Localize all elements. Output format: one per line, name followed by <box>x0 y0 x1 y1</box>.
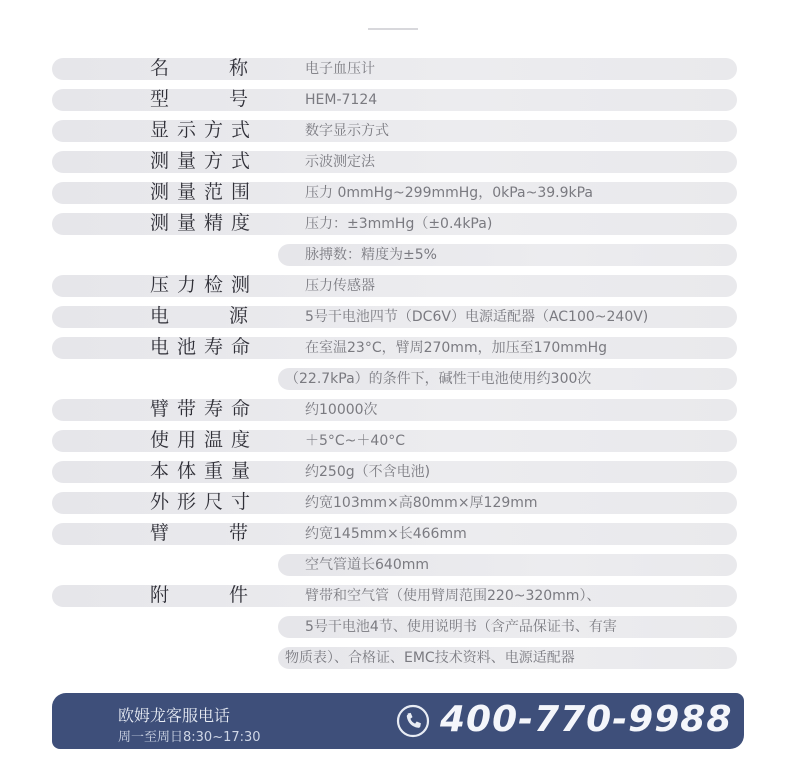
spec-value: 空气管道长640mm <box>305 557 429 573</box>
top-divider <box>368 28 418 30</box>
service-hours: 周一至周日8:30~17:30 <box>118 730 261 745</box>
spec-value: 约宽145mm×长466mm <box>305 526 467 542</box>
spec-label: 臂 带 <box>150 522 248 544</box>
phone-icon <box>396 704 430 738</box>
spec-value: 臂带和空气管（使用臂周范围220~320mm）、 <box>305 588 601 604</box>
spec-value: 物质表）、合格证、EMC技术资料、电源适配器 <box>285 650 575 666</box>
spec-label: 本 体 重 量 <box>150 460 250 482</box>
spec-value: 脉搏数：精度为±5% <box>305 247 437 263</box>
spec-value: 5号干电池四节（DC6V）电源适配器（AC100~240V) <box>305 309 649 325</box>
spec-label: 外 形 尺 寸 <box>150 491 250 513</box>
spec-label: 电 池 寿 命 <box>150 336 250 358</box>
spec-value: 约250g（不含电池) <box>305 464 431 480</box>
spec-value: 压力 0mmHg~299mmHg，0kPa~39.9kPa <box>305 185 593 201</box>
spec-label: 显 示 方 式 <box>150 119 250 141</box>
customer-service-banner <box>52 693 744 749</box>
spec-value: 约宽103mm×高80mm×厚129mm <box>305 495 538 511</box>
service-title: 欧姆龙客服电话 <box>118 706 231 725</box>
spec-value: 约10000次 <box>305 402 378 418</box>
spec-value: （22.7kPa）的条件下，碱性干电池使用约300次 <box>285 371 592 387</box>
spec-value: 压力传感器 <box>305 278 375 294</box>
spec-label: 型 号 <box>150 88 248 110</box>
spec-label: 附 件 <box>150 584 248 606</box>
spec-value: 示波测定法 <box>305 154 375 170</box>
spec-value: ＋5°C~＋40°C <box>305 433 406 449</box>
service-phone-number[interactable]: 400-770-9988 <box>440 699 733 740</box>
spec-value: 压力：±3mmHg（±0.4kPa) <box>305 216 493 232</box>
spec-value: 在室温23°C，臂周270mm，加压至170mmHg <box>305 340 607 356</box>
spec-value: 数字显示方式 <box>305 123 389 139</box>
spec-label: 使 用 温 度 <box>150 429 250 451</box>
spec-label: 电 源 <box>150 305 248 327</box>
spec-value: 电子血压计 <box>305 61 375 77</box>
spec-label: 测 量 精 度 <box>150 212 250 234</box>
spec-label: 臂 带 寿 命 <box>150 398 250 420</box>
spec-label: 压 力 检 测 <box>150 274 250 296</box>
spec-label: 测 量 方 式 <box>150 150 250 172</box>
spec-value: 5号干电池4节、使用说明书（含产品保证书、有害 <box>305 619 617 635</box>
spec-value: HEM-7124 <box>305 92 378 108</box>
spec-label: 测 量 范 围 <box>150 181 250 203</box>
spec-label: 名 称 <box>150 57 248 79</box>
